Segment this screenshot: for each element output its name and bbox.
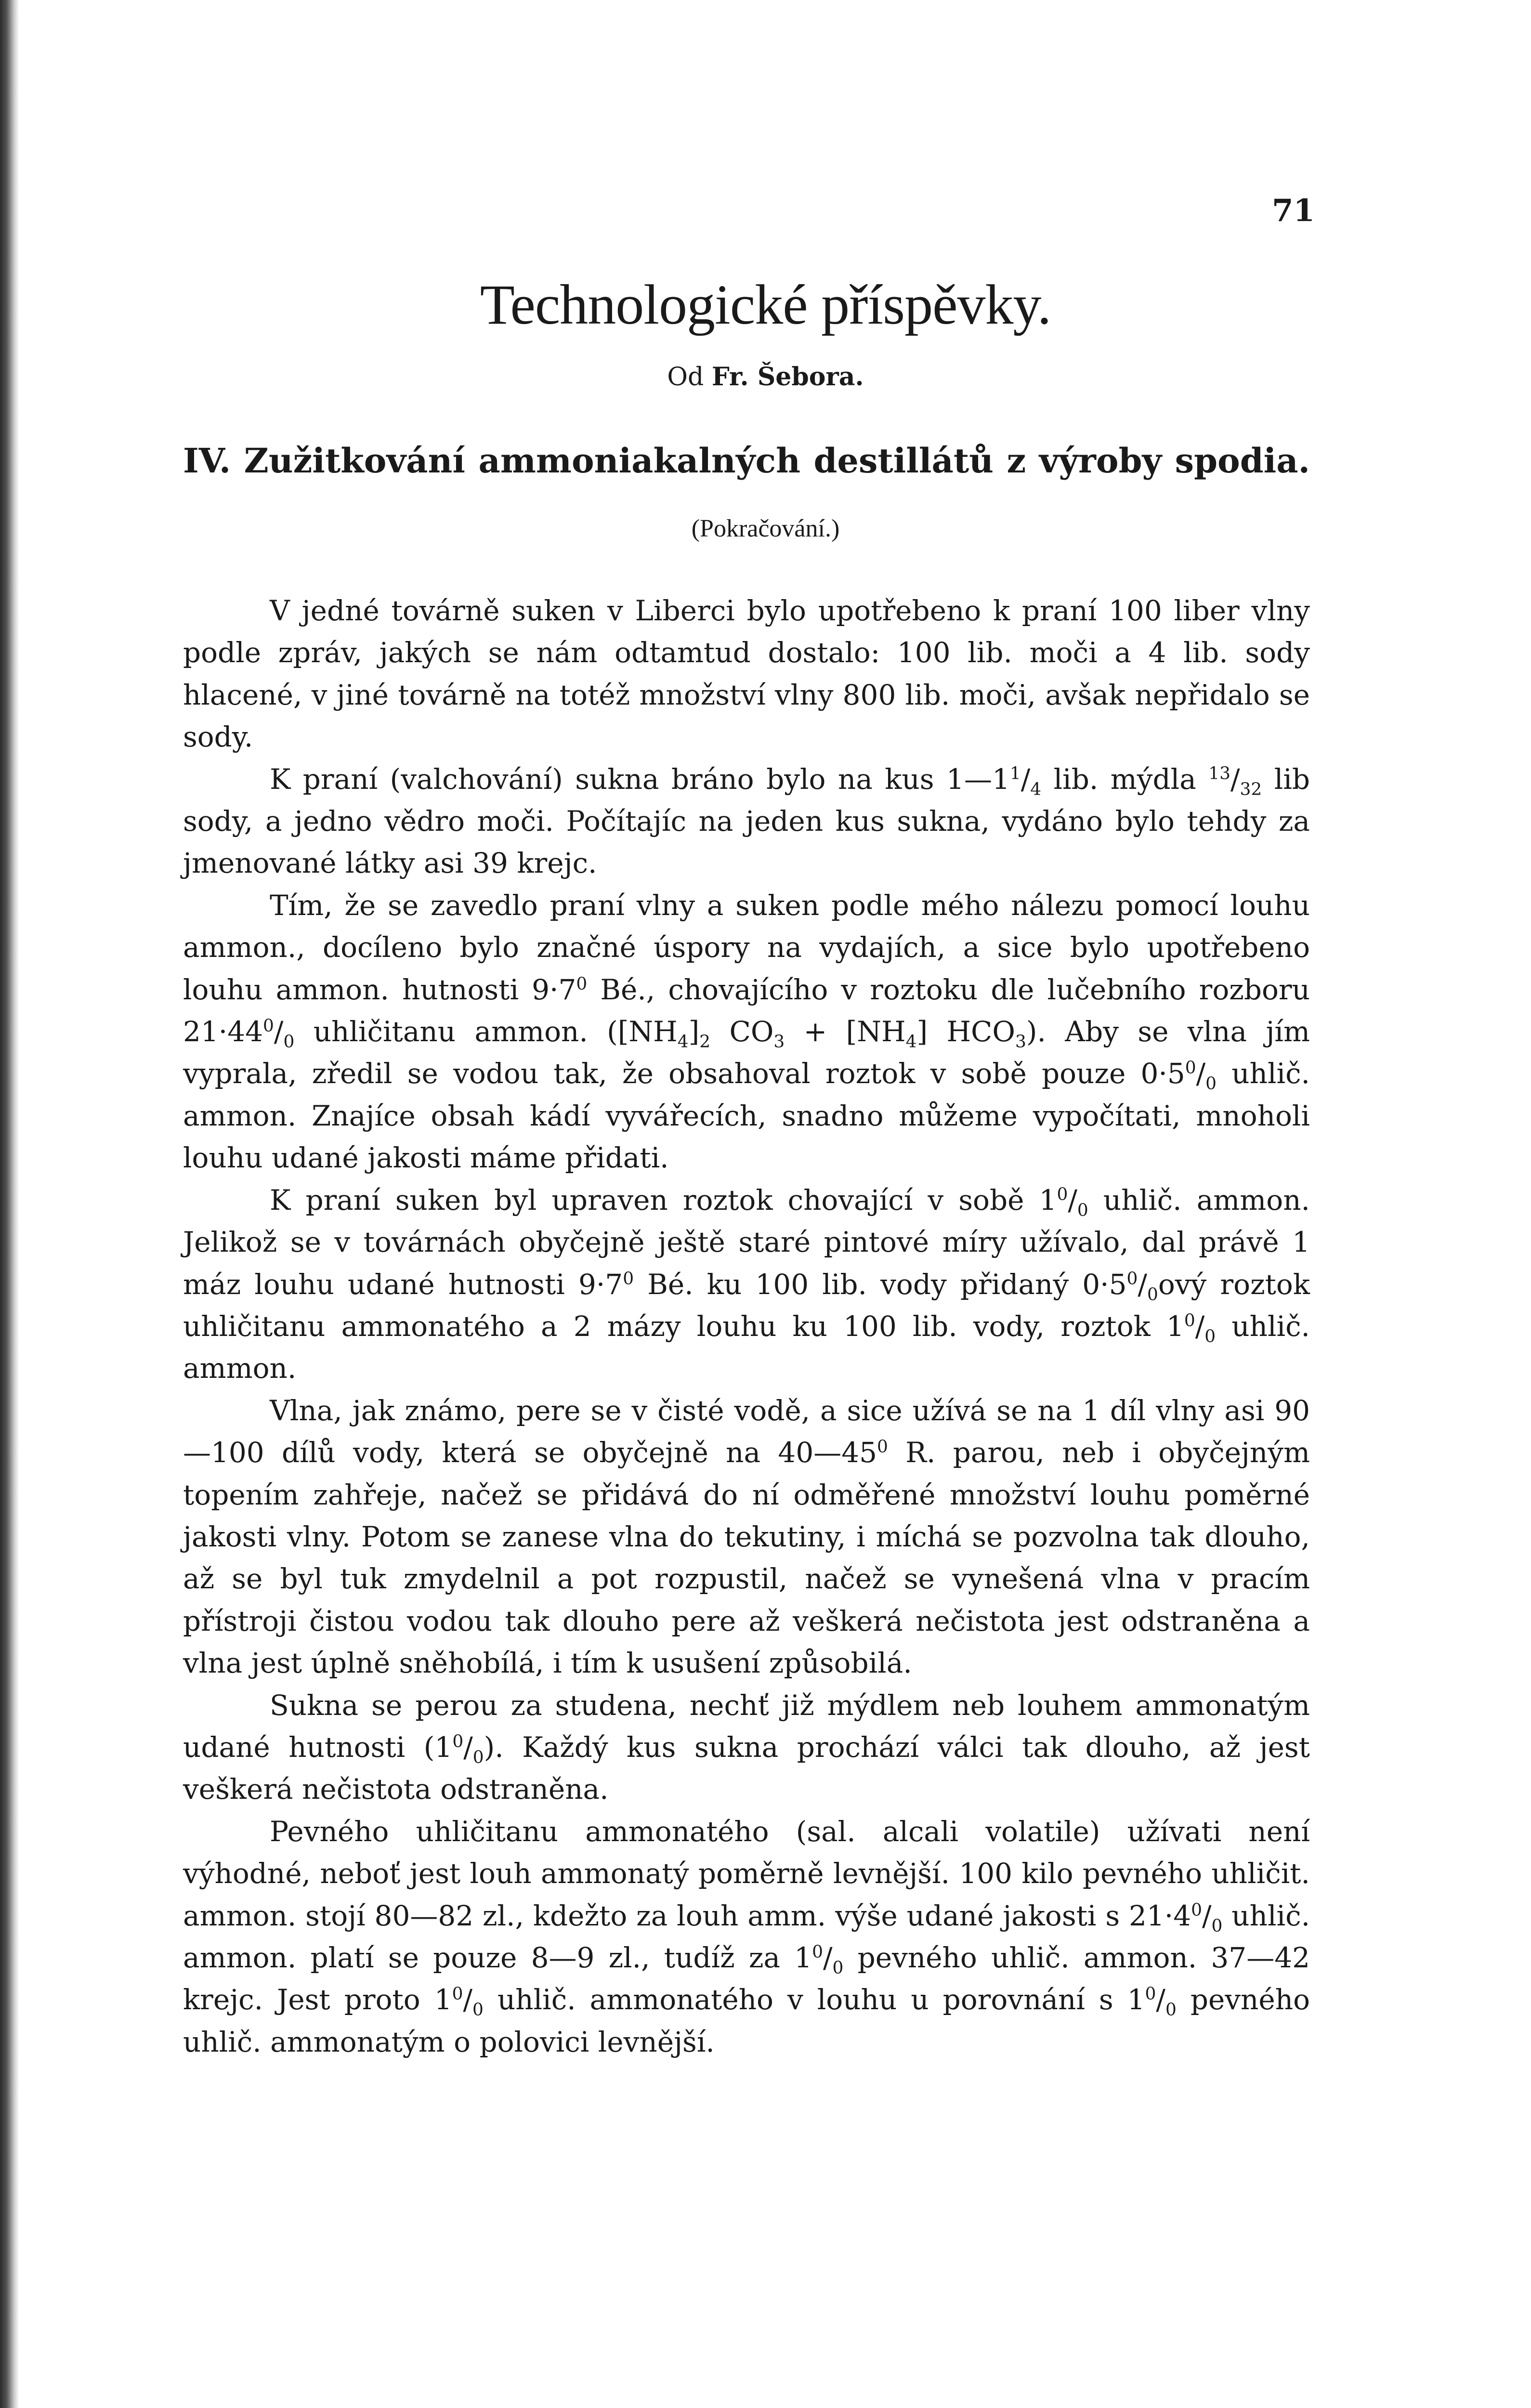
text-run: lib sody, a jedno vědro moči. Počítajíc na jeden kus sukna, vydáno bylo tehdy za jmenované látky asi 39 krejc. [183,762,1310,880]
page-binding-edge [0,0,19,2408]
text-run: / [1138,1268,1147,1301]
text-run: ). Aby se vlna jím vyprala, zředil se vodou tak, že obsahoval roztok v sobě pouze 0·5 [183,1015,1310,1090]
byline-prefix: Od [667,363,704,392]
text-run: / [1021,762,1031,796]
subscript: 2 [699,1032,711,1052]
subscript: 0 [832,1958,844,1978]
superscript: 0 [1057,1184,1068,1204]
text-run: Bé. ku 100 lib. vody přidaný 0·5 [634,1268,1127,1301]
text-run: / [274,1015,284,1048]
text-run: uhlič. ammon. Jelikož se v továrnách obyčejně ještě staré pintové míry užívalo, dal právě 1 máz louhu udané hutnosti 9·7 [183,1183,1310,1301]
page-number: 71 [1271,193,1315,229]
subscript: 3 [1015,1032,1026,1052]
text-run: K praní suken byl upraven roztok chovající v sobě 1 [270,1183,1057,1217]
subscript: 3 [773,1032,785,1052]
text-run: + [NH [785,1015,906,1048]
text-run: R. parou, neb i obyčejným topením zahřeje, načež se přidává do ní odměřené množství louhu poměrné jakosti vlny. Potom se zanese vlna do tekutiny, i míchá se pozvolna tak dlouho, až se byl tuk zmydelnil a pot rozpustil, načež se vynešená vlna v pracím přístroji čistou vodou tak dlouho pere až veškerá nečistota jest odstraněna a vlna jest úplně sněhobílá, i tím k usušení způsobilá. [183,1436,1310,1680]
text-run: / [463,1730,473,1764]
superscript: 13 [1208,763,1230,784]
superscript: 0 [812,1942,823,1962]
superscript: 0 [452,1731,464,1752]
paragraph [183,1390,1310,1685]
text-run: / [1202,1899,1212,1932]
text-run: K praní (valchování) sukna bráno bylo na kus 1—1 [270,762,1010,796]
paragraph [183,1179,1310,1390]
subscript: 0 [1147,1284,1158,1305]
superscript: 0 [1184,1310,1195,1331]
paragraph [183,1811,1310,2063]
text-run: uhlič. ammon. platí se pouze 8—9 zl., tudíž za 1 [183,1899,1310,1974]
text-run: / [463,1983,473,2016]
subscript: 0 [472,1747,484,1767]
superscript: 0 [623,1269,634,1289]
text-run: Sukna se perou za studena, nechť již mýdlem neb louhem ammonatým udané hutnosti (1 [183,1688,1310,1764]
subscript: 0 [1204,1326,1216,1347]
text-run: ). Každý kus sukna prochází válci tak dlouho, až jest veškerá nečistota odstraněna. [183,1730,1310,1806]
superscript: 1 [1009,763,1021,784]
text-run: CO [710,1015,774,1048]
continued-note: (Pokračování.) [691,515,840,542]
text-run: Bé., chovajícího v roztoku dle lučebního rozboru 21·44 [183,973,1310,1048]
superscript: 0 [1145,1984,1156,2004]
paragraph [183,1685,1310,1811]
text-run: uhlič. ammon. Znajíce obsah kádí vyvářecích, snadno můžeme vypočítati, mnoholi louhu udané jakosti máme přidati. [183,1057,1310,1175]
subscript: 0 [472,2000,484,2020]
text-run: ] HCO [916,1015,1015,1048]
superscript: 0 [452,1984,463,2004]
text-run: Pevného uhličitanu ammonatého (sal. alcali volatile) užívati není výhodné, neboť jest louh ammonatý poměrně levnější. 100 kilo pevného uhličit. ammon. stojí 80—82 zl., kdežto za louh amm. výše udané jakosti s 21·4 [183,1815,1310,1932]
text-run: Tím, že se zavedlo praní vlny a suken podle mého nálezu pomocí louhu ammon., docíleno bylo značné úspory na vydajích, a sice bylo upotřebeno louhu ammon. hutnosti 9·7 [183,889,1310,1006]
section-heading: IV. Zužitkování ammoniakalných destillátů z výroby spodia. [183,441,1310,481]
text-run: uhličitanu ammon. ([NH [294,1015,678,1048]
text-run: / [1230,762,1240,796]
subscript: 4 [677,1032,689,1052]
subscript: 0 [1211,1916,1223,1936]
text-run: uhlič. ammonatého v louhu u porovnání s 1 [483,1983,1145,2016]
article-body [183,590,1310,2063]
paragraph [183,590,1310,759]
article-title: Technologické příspěvky. [480,273,1051,336]
text-run: / [1195,1309,1205,1343]
superscript: 0 [877,1437,888,1457]
text-run: ] [688,1015,700,1048]
paragraph [183,885,1310,1179]
text-run: / [823,1941,833,1974]
text-run: lib. mýdla [1041,762,1209,796]
text-run: / [1068,1183,1077,1217]
subscript: 0 [1077,1200,1088,1220]
byline-author: Fr. Šebora. [711,362,864,392]
subscript: 0 [1205,1074,1217,1094]
subscript: 4 [905,1032,917,1052]
text-run: Vlna, jak známo, pere se v čisté vodě, a sice užívá se na 1 díl vlny asi 90—100 dílů vody, která se obyčejně na 40—45 [183,1394,1310,1469]
text-run: ový roztok uhličitanu ammonatého a 2 mázy louhu ku 100 lib. vody, roztok 1 [183,1268,1310,1343]
subscript: 0 [1165,2000,1177,2020]
byline [0,362,1531,392]
superscript: 0 [1126,1269,1138,1289]
superscript: 0 [576,974,588,994]
superscript: 0 [1185,1058,1196,1078]
text-run: / [1156,1983,1165,2016]
text-run: uhlič. ammon. [183,1309,1310,1385]
subscript: 32 [1240,779,1262,799]
paragraph [183,759,1310,885]
superscript: 0 [1191,1900,1202,1920]
text-run: V jedné továrně suken v Liberci bylo upotřebeno k praní 100 liber vlny podle zpráv, jakých se nám odtamtud dostalo: 100 lib. moči a 4 lib. sody hlacené, v jiné továrně na totéž množství vlny 800 lib. moči, avšak nepřidalo se sody. [183,594,1310,754]
text-run: / [1196,1057,1206,1090]
text-run: pevného uhlič. ammon. 37—42 krejc. Jest proto 1 [183,1941,1310,2016]
text-run: pevného uhlič. ammonatým o polovici levnější. [183,1983,1310,2058]
subscript: 0 [283,1032,295,1052]
subscript: 4 [1030,779,1042,799]
superscript: 0 [263,1016,274,1036]
